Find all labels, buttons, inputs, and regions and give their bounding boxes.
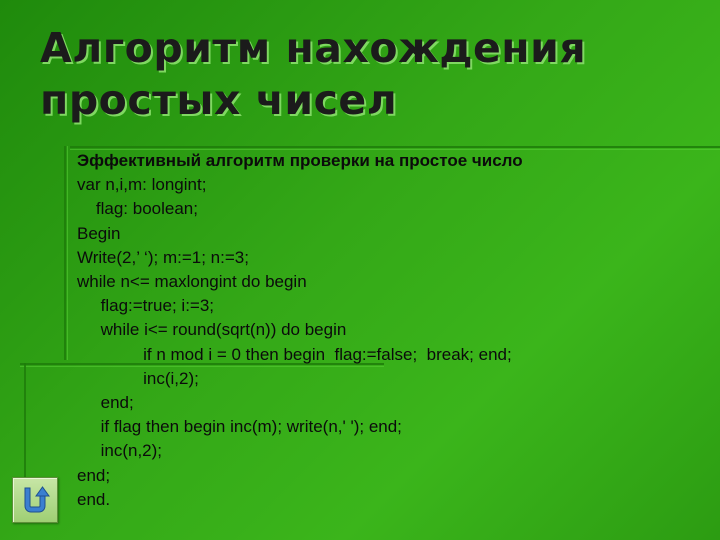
divider-left-highlight xyxy=(67,146,68,360)
slide-title-line-1: Алгоритм нахождения xyxy=(40,24,587,72)
divider-left xyxy=(64,146,66,360)
code-line: inc(n,2); xyxy=(77,441,163,461)
code-line: var n,i,m: longint; xyxy=(77,175,207,195)
code-listing xyxy=(77,149,717,512)
code-line: Write(2,’ ‘); m:=1; n:=3; xyxy=(77,247,249,267)
divider-lower-left xyxy=(24,363,26,483)
divider-top xyxy=(70,146,720,148)
code-line: end. xyxy=(77,489,111,509)
slide-title xyxy=(40,22,700,126)
code-line: end; xyxy=(77,465,111,485)
slide-title-line-2: простых чисел xyxy=(40,76,398,124)
code-line: flag: boolean; xyxy=(77,199,198,219)
return-arrow-icon xyxy=(17,482,53,518)
code-line: if n mod i = 0 then begin flag:=false; break; end; xyxy=(77,344,512,364)
code-line: inc(i,2); xyxy=(77,368,199,388)
code-line: while i<= round(sqrt(n)) do begin xyxy=(77,320,347,340)
code-line: flag:=true; i:=3; xyxy=(77,296,215,316)
back-button[interactable] xyxy=(12,477,58,523)
code-line: if flag then begin inc(m); write(n,' '); end; xyxy=(77,417,402,437)
code-line: Begin xyxy=(77,223,121,243)
code-line: while n<= maxlongint do begin xyxy=(77,272,307,292)
code-line: end; xyxy=(77,393,134,413)
code-heading: Эффективный алгоритм проверки на простое число xyxy=(77,151,523,170)
